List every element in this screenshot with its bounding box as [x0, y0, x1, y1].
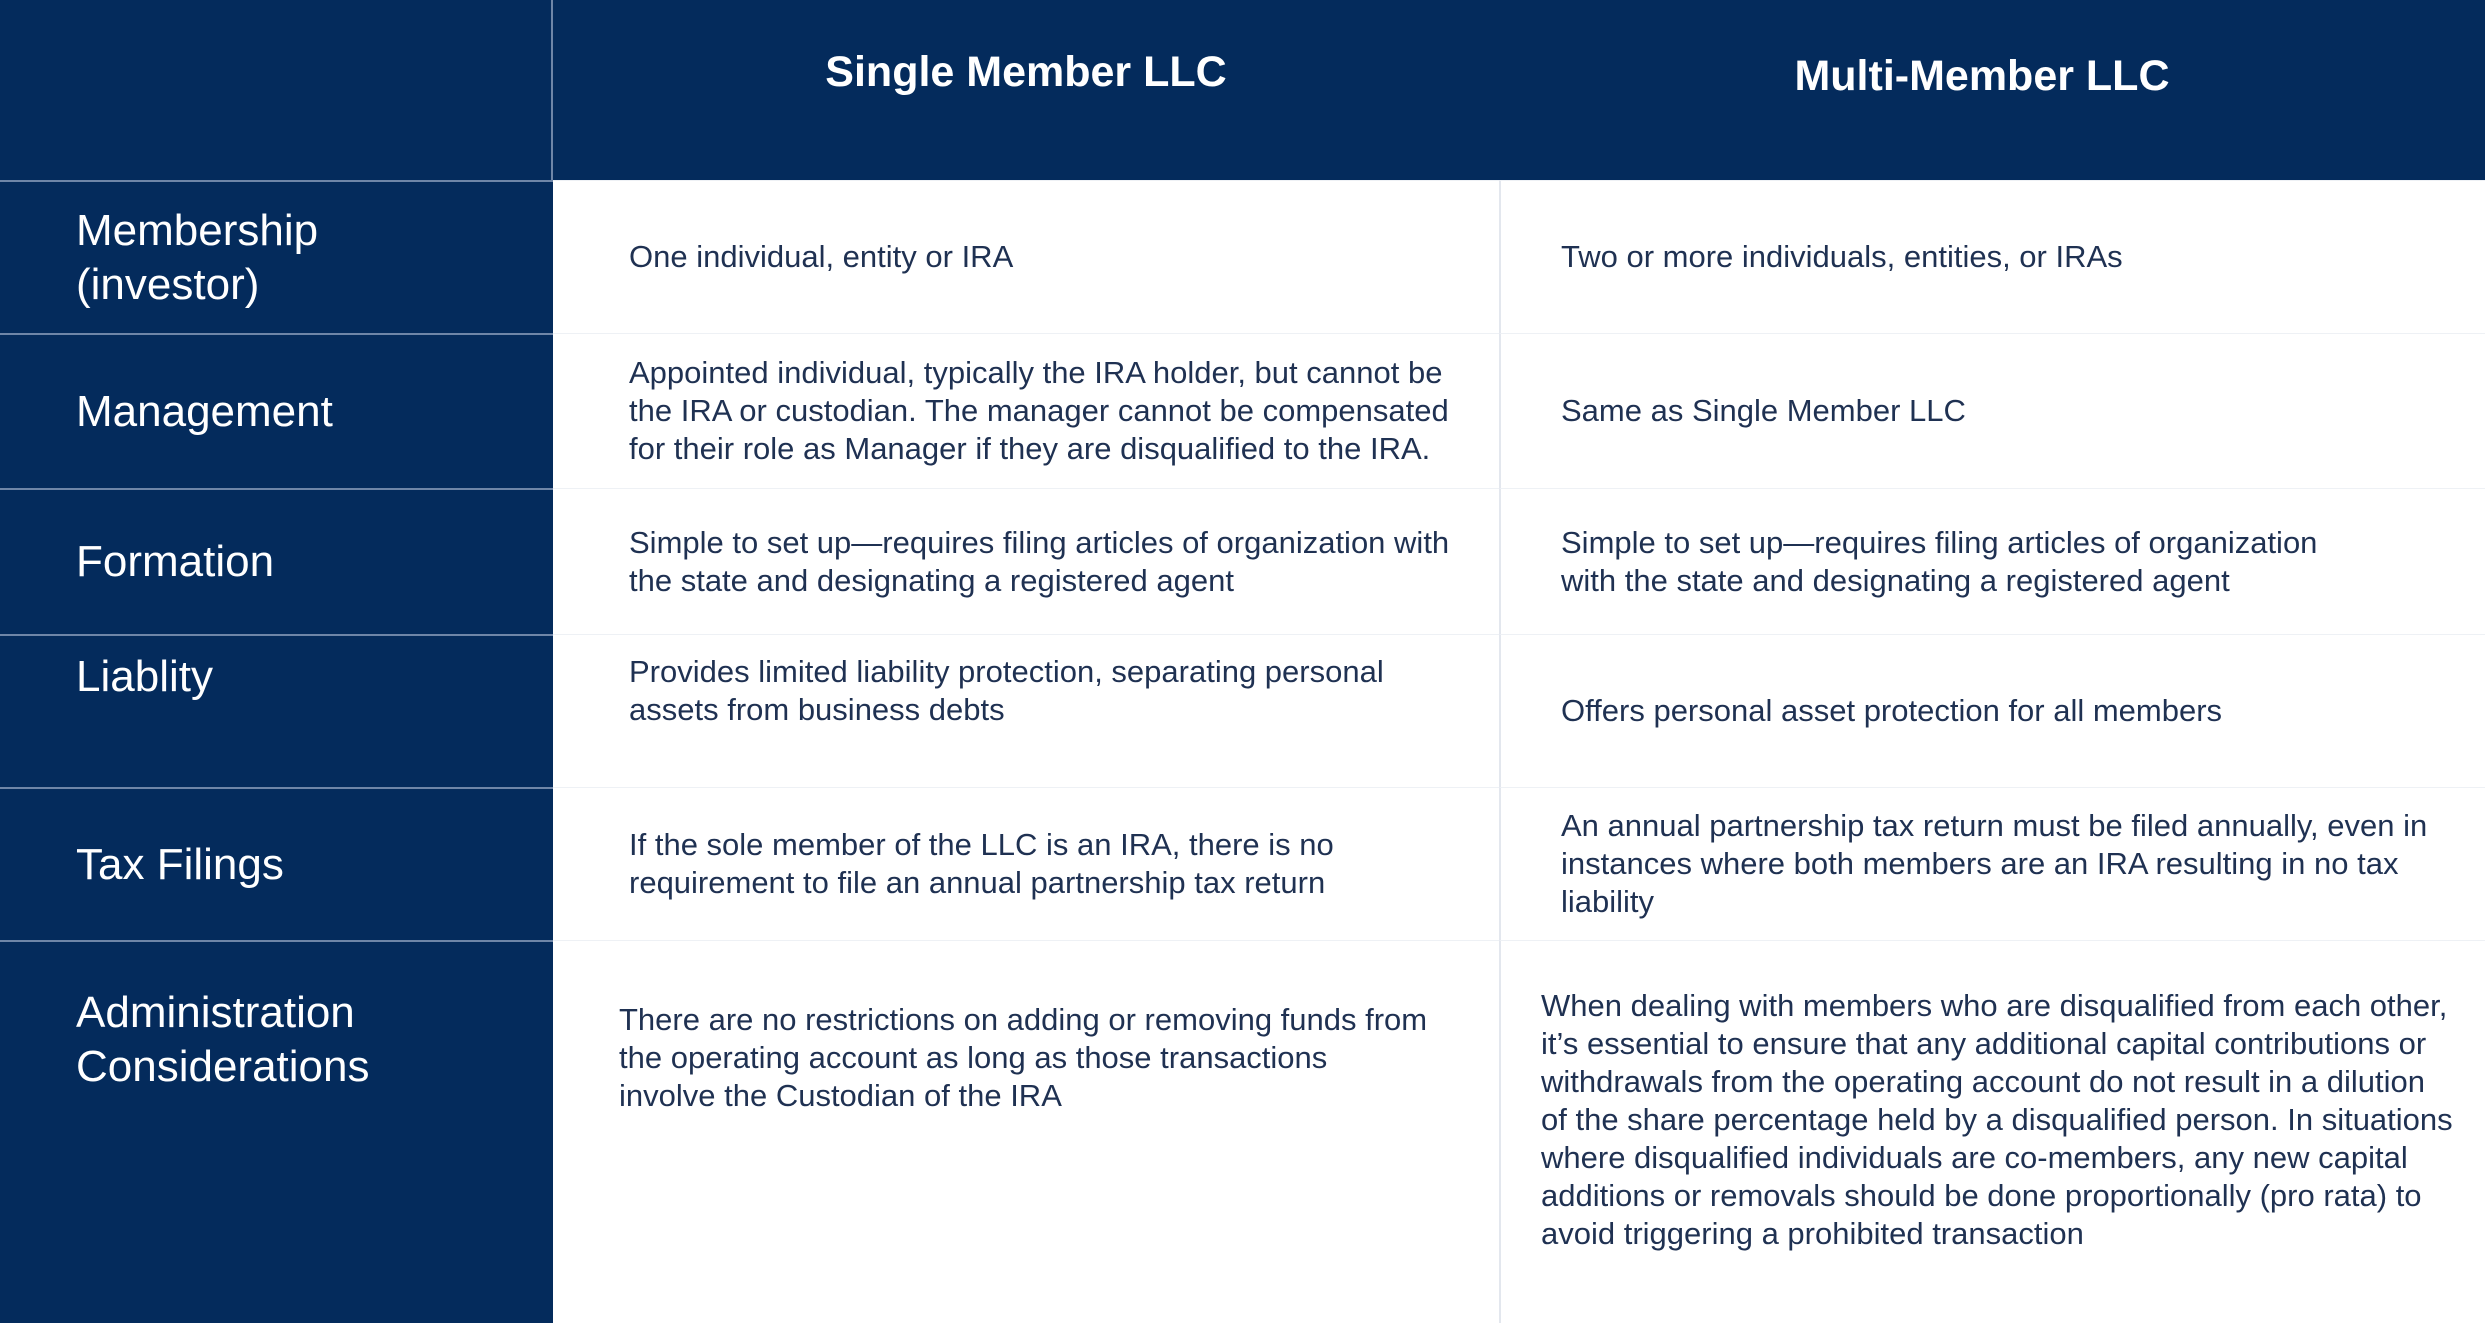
cell-administration-single: There are no restrictions on adding or removing funds from the operating account as long as those transactions involve the Custodian of the IRA	[553, 940, 1499, 1323]
cell-tax-single: If the sole member of the LLC is an IRA, there is no requirement to file an annual partnership tax return	[553, 787, 1499, 940]
cell-liability-single: Provides limited liability protection, separating personal assets from business debts	[553, 634, 1499, 787]
column-header-single-member: Single Member LLC	[553, 0, 1499, 180]
row-label-management: Management	[0, 333, 553, 488]
cell-management-multi: Same as Single Member LLC	[1499, 333, 2485, 488]
cell-membership-single: One individual, entity or IRA	[553, 180, 1499, 333]
row-label-liability: Liablity	[0, 634, 553, 787]
cell-liability-multi: Offers personal asset protection for all members	[1499, 634, 2485, 787]
column-header-multi-member: Multi-Member LLC	[1499, 0, 2485, 180]
cell-formation-single: Simple to set up—requires filing articles of organization with the state and designating a registered agent	[553, 488, 1499, 634]
cell-tax-multi: An annual partnership tax return must be filed annually, even in instances where both members are an IRA resulting in no tax liability	[1499, 787, 2485, 940]
cell-formation-multi: Simple to set up—requires filing articles of organization with the state and designating a registered agent	[1499, 488, 2485, 634]
row-label-tax-filings: Tax Filings	[0, 787, 553, 940]
cell-membership-multi: Two or more individuals, entities, or IRAs	[1499, 180, 2485, 333]
header-corner	[0, 0, 553, 180]
cell-management-single: Appointed individual, typically the IRA holder, but cannot be the IRA or custodian. The manager cannot be compensated for their role as Manager if they are disqualified to the IRA.	[553, 333, 1499, 488]
row-label-formation: Formation	[0, 488, 553, 634]
row-label-administration: Administration Considerations	[0, 940, 553, 1323]
cell-administration-multi: When dealing with members who are disqualified from each other, it’s essential to ensure that any additional capital contributions or withdrawals from the operating account do not result in a dilution of the share percentage held by a disqualified person. In situations where disqualified individuals are co-members, any new capital additions or removals should be done proportionally (pro rata) to avoid triggering a prohibited transaction	[1499, 940, 2485, 1323]
row-label-membership: Membership (investor)	[0, 180, 553, 333]
